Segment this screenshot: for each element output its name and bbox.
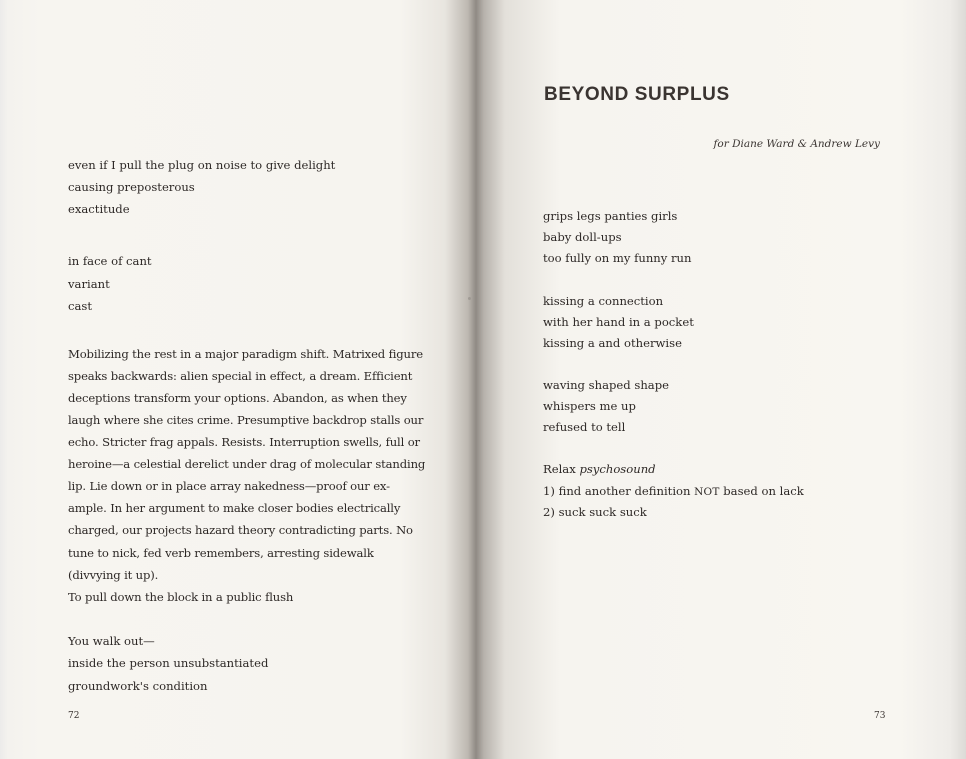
poem-line: variant — [68, 277, 110, 291]
relax-line — [543, 462, 656, 476]
poem-line: whispers me up — [543, 399, 636, 413]
list-item — [543, 484, 804, 499]
right-page — [478, 0, 966, 759]
page-number-left: 72 — [68, 711, 80, 721]
poem-line: kissing a and otherwise — [543, 336, 682, 350]
prose-line: echo. Stricter frag appals. Resists. Interruption swells, full or — [68, 435, 420, 449]
poem-line: waving shaped shape — [543, 378, 669, 392]
dedication: for Diane Ward & Andrew Levy — [713, 138, 880, 150]
poem-line: You walk out— — [68, 634, 155, 648]
poem-line: refused to tell — [543, 420, 626, 434]
poem-line: baby doll-ups — [543, 230, 622, 244]
prose-line: To pull down the block in a public flush — [68, 590, 294, 604]
poem-line: with her hand in a pocket — [543, 315, 694, 329]
poem-title: BEYOND SURPLUS — [544, 84, 730, 105]
item-1-before: 1) find another definition — [543, 484, 695, 498]
prose-line: heroine—a celestial derelict under drag of molecular standing — [68, 457, 426, 471]
relax-prefix: Relax — [543, 462, 580, 476]
poem-line: grips legs panties girls — [543, 209, 678, 223]
poem-line: cast — [68, 299, 93, 313]
prose-line: laugh where she cites crime. Presumptive backdrop stalls our — [68, 413, 424, 427]
poem-line: too fully on my funny run — [543, 251, 692, 265]
prose-line: Mobilizing the rest in a major paradigm shift. Matrixed figure — [68, 347, 423, 361]
prose-line: charged, our projects hazard theory contradicting parts. No — [68, 523, 413, 537]
list-item: 2) suck suck suck — [543, 505, 647, 519]
poem-line: even if I pull the plug on noise to give delight — [68, 158, 336, 172]
prose-line: tune to nick, fed verb remembers, arresting sidewalk — [68, 546, 374, 560]
prose-line: deceptions transform your options. Abandon, as when they — [68, 391, 407, 405]
item-1-after: based on lack — [719, 484, 804, 498]
poem-line: in face of cant — [68, 254, 152, 268]
poem-line: causing preposterous — [68, 180, 195, 194]
poem-line: kissing a connection — [543, 294, 664, 308]
poem-line: groundwork's condition — [68, 679, 208, 693]
left-page — [0, 0, 476, 759]
paper-speck — [468, 297, 471, 300]
prose-line: speaks backwards: alien special in effect, a dream. Efficient — [68, 369, 413, 383]
relax-italic-word: psychosound — [579, 462, 656, 476]
item-1-caps: NOT — [694, 486, 720, 498]
prose-line: lip. Lie down or in place array nakedness—proof our ex- — [68, 479, 390, 493]
prose-line: ample. In her argument to make closer bodies electrically — [68, 501, 401, 515]
poem-line: inside the person unsubstantiated — [68, 656, 269, 670]
page-number-right: 73 — [874, 711, 886, 721]
prose-line: (divvying it up). — [68, 568, 159, 582]
poem-line: exactitude — [68, 202, 130, 216]
